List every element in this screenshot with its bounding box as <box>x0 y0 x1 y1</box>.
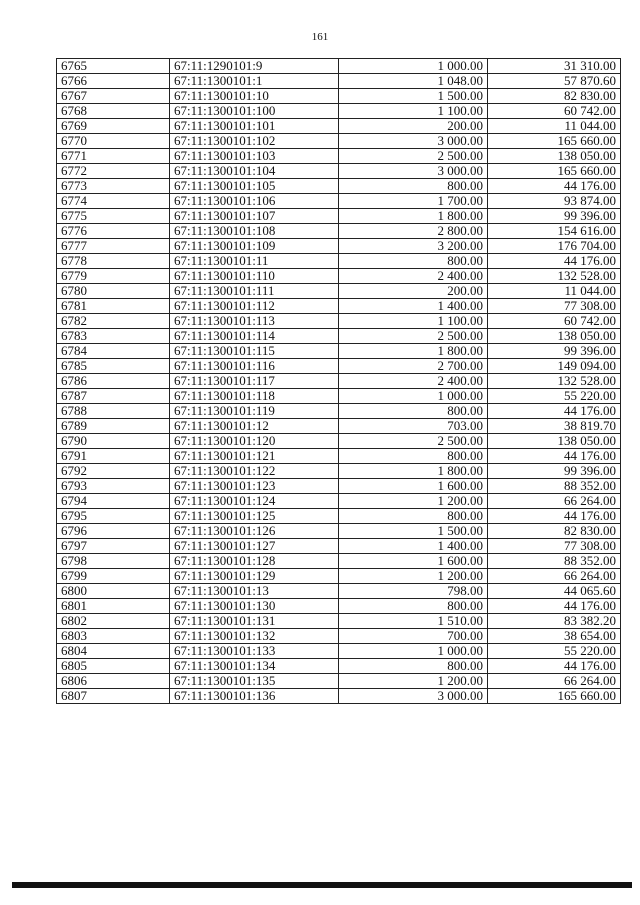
cost-value-cell: 149 094.00 <box>488 359 621 374</box>
table-row <box>57 629 621 644</box>
table-row <box>57 644 621 659</box>
row-number-cell: 6783 <box>57 329 170 344</box>
area-value-cell: 1 400.00 <box>339 299 488 314</box>
cadastral-number-cell: 67:11:1300101:119 <box>170 404 339 419</box>
area-value-cell: 1 600.00 <box>339 554 488 569</box>
row-number-cell: 6779 <box>57 269 170 284</box>
area-value-cell: 1 510.00 <box>339 614 488 629</box>
cost-value-cell: 138 050.00 <box>488 434 621 449</box>
row-number-cell: 6800 <box>57 584 170 599</box>
cost-value-cell: 66 264.00 <box>488 569 621 584</box>
cadastral-number-cell: 67:11:1300101:122 <box>170 464 339 479</box>
row-number-cell: 6787 <box>57 389 170 404</box>
row-number-cell: 6805 <box>57 659 170 674</box>
cadastral-number-cell: 67:11:1300101:118 <box>170 389 339 404</box>
area-value-cell: 1 600.00 <box>339 479 488 494</box>
area-value-cell: 3 200.00 <box>339 239 488 254</box>
cadastral-number-cell: 67:11:1300101:103 <box>170 149 339 164</box>
table-row <box>57 494 621 509</box>
area-value-cell: 703.00 <box>339 419 488 434</box>
cost-value-cell: 44 176.00 <box>488 404 621 419</box>
table-row <box>57 194 621 209</box>
cadastral-number-cell: 67:11:1300101:120 <box>170 434 339 449</box>
table-row <box>57 329 621 344</box>
cadastral-number-cell: 67:11:1300101:135 <box>170 674 339 689</box>
area-value-cell: 1 700.00 <box>339 194 488 209</box>
cost-value-cell: 44 176.00 <box>488 254 621 269</box>
row-number-cell: 6804 <box>57 644 170 659</box>
row-number-cell: 6784 <box>57 344 170 359</box>
cost-value-cell: 66 264.00 <box>488 494 621 509</box>
cadastral-number-cell: 67:11:1300101:110 <box>170 269 339 284</box>
row-number-cell: 6803 <box>57 629 170 644</box>
table-row <box>57 344 621 359</box>
cadastral-number-cell: 67:11:1300101:12 <box>170 419 339 434</box>
area-value-cell: 1 048.00 <box>339 74 488 89</box>
cadastral-number-cell: 67:11:1300101:121 <box>170 449 339 464</box>
area-value-cell: 800.00 <box>339 659 488 674</box>
cost-value-cell: 77 308.00 <box>488 299 621 314</box>
area-value-cell: 798.00 <box>339 584 488 599</box>
row-number-cell: 6789 <box>57 419 170 434</box>
table-row <box>57 224 621 239</box>
cadastral-number-cell: 67:11:1300101:109 <box>170 239 339 254</box>
cadastral-number-cell: 67:11:1300101:100 <box>170 104 339 119</box>
table-row <box>57 614 621 629</box>
cost-value-cell: 44 176.00 <box>488 599 621 614</box>
table-row <box>57 599 621 614</box>
table-row <box>57 464 621 479</box>
cadastral-number-cell: 67:11:1300101:104 <box>170 164 339 179</box>
cadastral-number-cell: 67:11:1300101:134 <box>170 659 339 674</box>
cadastral-number-cell: 67:11:1300101:114 <box>170 329 339 344</box>
cost-value-cell: 99 396.00 <box>488 209 621 224</box>
area-value-cell: 1 800.00 <box>339 344 488 359</box>
cost-value-cell: 176 704.00 <box>488 239 621 254</box>
table-row <box>57 104 621 119</box>
table-row <box>57 269 621 284</box>
area-value-cell: 200.00 <box>339 119 488 134</box>
cost-value-cell: 77 308.00 <box>488 539 621 554</box>
area-value-cell: 3 000.00 <box>339 689 488 704</box>
table-row <box>57 539 621 554</box>
row-number-cell: 6770 <box>57 134 170 149</box>
cadastral-number-cell: 67:11:1300101:10 <box>170 89 339 104</box>
cadastral-number-cell: 67:11:1300101:115 <box>170 344 339 359</box>
table-row <box>57 404 621 419</box>
area-value-cell: 800.00 <box>339 179 488 194</box>
row-number-cell: 6774 <box>57 194 170 209</box>
row-number-cell: 6794 <box>57 494 170 509</box>
cadastral-number-cell: 67:11:1300101:136 <box>170 689 339 704</box>
cadastral-number-cell: 67:11:1300101:127 <box>170 539 339 554</box>
row-number-cell: 6782 <box>57 314 170 329</box>
area-value-cell: 1 500.00 <box>339 524 488 539</box>
table-row <box>57 314 621 329</box>
cost-value-cell: 38 819.70 <box>488 419 621 434</box>
table-row <box>57 209 621 224</box>
cost-value-cell: 165 660.00 <box>488 134 621 149</box>
row-number-cell: 6807 <box>57 689 170 704</box>
cadastral-number-cell: 67:11:1300101:123 <box>170 479 339 494</box>
cadastral-number-cell: 67:11:1300101:131 <box>170 614 339 629</box>
cadastral-number-cell: 67:11:1300101:13 <box>170 584 339 599</box>
cost-value-cell: 154 616.00 <box>488 224 621 239</box>
table-row <box>57 584 621 599</box>
row-number-cell: 6778 <box>57 254 170 269</box>
cadastral-number-cell: 67:11:1300101:125 <box>170 509 339 524</box>
land-registry-table <box>56 58 621 704</box>
cadastral-number-cell: 67:11:1300101:101 <box>170 119 339 134</box>
cost-value-cell: 55 220.00 <box>488 644 621 659</box>
row-number-cell: 6765 <box>57 59 170 74</box>
area-value-cell: 3 000.00 <box>339 134 488 149</box>
cost-value-cell: 99 396.00 <box>488 464 621 479</box>
cadastral-number-cell: 67:11:1300101:102 <box>170 134 339 149</box>
cost-value-cell: 88 352.00 <box>488 479 621 494</box>
area-value-cell: 800.00 <box>339 404 488 419</box>
table-row <box>57 659 621 674</box>
area-value-cell: 3 000.00 <box>339 164 488 179</box>
row-number-cell: 6792 <box>57 464 170 479</box>
table-row <box>57 554 621 569</box>
row-number-cell: 6797 <box>57 539 170 554</box>
cost-value-cell: 132 528.00 <box>488 374 621 389</box>
cost-value-cell: 138 050.00 <box>488 149 621 164</box>
area-value-cell: 1 000.00 <box>339 389 488 404</box>
cost-value-cell: 60 742.00 <box>488 314 621 329</box>
row-number-cell: 6786 <box>57 374 170 389</box>
area-value-cell: 2 400.00 <box>339 269 488 284</box>
area-value-cell: 1 800.00 <box>339 464 488 479</box>
area-value-cell: 2 500.00 <box>339 149 488 164</box>
area-value-cell: 800.00 <box>339 254 488 269</box>
row-number-cell: 6798 <box>57 554 170 569</box>
area-value-cell: 1 200.00 <box>339 569 488 584</box>
row-number-cell: 6806 <box>57 674 170 689</box>
cost-value-cell: 44 176.00 <box>488 449 621 464</box>
bottom-rule <box>12 882 632 888</box>
table-row <box>57 254 621 269</box>
cost-value-cell: 38 654.00 <box>488 629 621 644</box>
cost-value-cell: 66 264.00 <box>488 674 621 689</box>
cadastral-number-cell: 67:11:1300101:129 <box>170 569 339 584</box>
cadastral-number-cell: 67:11:1300101:113 <box>170 314 339 329</box>
area-value-cell: 800.00 <box>339 449 488 464</box>
cost-value-cell: 88 352.00 <box>488 554 621 569</box>
row-number-cell: 6766 <box>57 74 170 89</box>
cadastral-number-cell: 67:11:1300101:107 <box>170 209 339 224</box>
row-number-cell: 6769 <box>57 119 170 134</box>
row-number-cell: 6780 <box>57 284 170 299</box>
row-number-cell: 6793 <box>57 479 170 494</box>
row-number-cell: 6785 <box>57 359 170 374</box>
cadastral-number-cell: 67:11:1300101:116 <box>170 359 339 374</box>
cost-value-cell: 165 660.00 <box>488 689 621 704</box>
cadastral-number-cell: 67:11:1300101:105 <box>170 179 339 194</box>
table-row <box>57 179 621 194</box>
table-row <box>57 434 621 449</box>
cadastral-number-cell: 67:11:1300101:130 <box>170 599 339 614</box>
table-row <box>57 299 621 314</box>
cost-value-cell: 44 065.60 <box>488 584 621 599</box>
area-value-cell: 200.00 <box>339 284 488 299</box>
cost-value-cell: 165 660.00 <box>488 164 621 179</box>
row-number-cell: 6802 <box>57 614 170 629</box>
row-number-cell: 6776 <box>57 224 170 239</box>
area-value-cell: 1 800.00 <box>339 209 488 224</box>
table-row <box>57 509 621 524</box>
area-value-cell: 1 100.00 <box>339 104 488 119</box>
area-value-cell: 1 000.00 <box>339 59 488 74</box>
row-number-cell: 6795 <box>57 509 170 524</box>
cadastral-number-cell: 67:11:1300101:132 <box>170 629 339 644</box>
cost-value-cell: 57 870.60 <box>488 74 621 89</box>
table-row <box>57 419 621 434</box>
area-value-cell: 2 800.00 <box>339 224 488 239</box>
cost-value-cell: 83 382.20 <box>488 614 621 629</box>
cost-value-cell: 99 396.00 <box>488 344 621 359</box>
cost-value-cell: 60 742.00 <box>488 104 621 119</box>
table-row <box>57 119 621 134</box>
area-value-cell: 2 500.00 <box>339 434 488 449</box>
table-row <box>57 689 621 704</box>
table-row <box>57 149 621 164</box>
row-number-cell: 6771 <box>57 149 170 164</box>
cost-value-cell: 11 044.00 <box>488 119 621 134</box>
cost-value-cell: 44 176.00 <box>488 509 621 524</box>
table-row <box>57 479 621 494</box>
area-value-cell: 2 400.00 <box>339 374 488 389</box>
row-number-cell: 6775 <box>57 209 170 224</box>
table-row <box>57 674 621 689</box>
table-row <box>57 89 621 104</box>
table-row <box>57 239 621 254</box>
cost-value-cell: 93 874.00 <box>488 194 621 209</box>
area-value-cell: 1 200.00 <box>339 494 488 509</box>
row-number-cell: 6799 <box>57 569 170 584</box>
row-number-cell: 6777 <box>57 239 170 254</box>
page-number: 161 <box>311 31 329 43</box>
table-row <box>57 134 621 149</box>
table-row <box>57 359 621 374</box>
cost-value-cell: 82 830.00 <box>488 524 621 539</box>
area-value-cell: 1 500.00 <box>339 89 488 104</box>
cadastral-number-cell: 67:11:1300101:117 <box>170 374 339 389</box>
area-value-cell: 700.00 <box>339 629 488 644</box>
area-value-cell: 800.00 <box>339 599 488 614</box>
table-body <box>57 59 621 704</box>
area-value-cell: 1 200.00 <box>339 674 488 689</box>
row-number-cell: 6790 <box>57 434 170 449</box>
cost-value-cell: 55 220.00 <box>488 389 621 404</box>
table-row <box>57 569 621 584</box>
table-row <box>57 74 621 89</box>
row-number-cell: 6773 <box>57 179 170 194</box>
row-number-cell: 6788 <box>57 404 170 419</box>
cadastral-number-cell: 67:11:1300101:112 <box>170 299 339 314</box>
cost-value-cell: 132 528.00 <box>488 269 621 284</box>
table-row <box>57 389 621 404</box>
area-value-cell: 2 700.00 <box>339 359 488 374</box>
cadastral-number-cell: 67:11:1300101:128 <box>170 554 339 569</box>
row-number-cell: 6768 <box>57 104 170 119</box>
cost-value-cell: 138 050.00 <box>488 329 621 344</box>
cost-value-cell: 44 176.00 <box>488 179 621 194</box>
cost-value-cell: 31 310.00 <box>488 59 621 74</box>
table-row <box>57 284 621 299</box>
row-number-cell: 6801 <box>57 599 170 614</box>
cadastral-number-cell: 67:11:1300101:133 <box>170 644 339 659</box>
area-value-cell: 1 000.00 <box>339 644 488 659</box>
cadastral-number-cell: 67:11:1300101:126 <box>170 524 339 539</box>
row-number-cell: 6772 <box>57 164 170 179</box>
area-value-cell: 1 400.00 <box>339 539 488 554</box>
cost-value-cell: 11 044.00 <box>488 284 621 299</box>
row-number-cell: 6796 <box>57 524 170 539</box>
row-number-cell: 6791 <box>57 449 170 464</box>
cost-value-cell: 44 176.00 <box>488 659 621 674</box>
table-row <box>57 449 621 464</box>
area-value-cell: 800.00 <box>339 509 488 524</box>
table-row <box>57 524 621 539</box>
table-row <box>57 59 621 74</box>
table-row <box>57 164 621 179</box>
cadastral-number-cell: 67:11:1300101:111 <box>170 284 339 299</box>
cadastral-number-cell: 67:11:1300101:1 <box>170 74 339 89</box>
row-number-cell: 6781 <box>57 299 170 314</box>
cadastral-number-cell: 67:11:1300101:108 <box>170 224 339 239</box>
cadastral-number-cell: 67:11:1300101:124 <box>170 494 339 509</box>
area-value-cell: 1 100.00 <box>339 314 488 329</box>
row-number-cell: 6767 <box>57 89 170 104</box>
cadastral-number-cell: 67:11:1300101:106 <box>170 194 339 209</box>
cadastral-number-cell: 67:11:1290101:9 <box>170 59 339 74</box>
cadastral-number-cell: 67:11:1300101:11 <box>170 254 339 269</box>
table-row <box>57 374 621 389</box>
area-value-cell: 2 500.00 <box>339 329 488 344</box>
cost-value-cell: 82 830.00 <box>488 89 621 104</box>
